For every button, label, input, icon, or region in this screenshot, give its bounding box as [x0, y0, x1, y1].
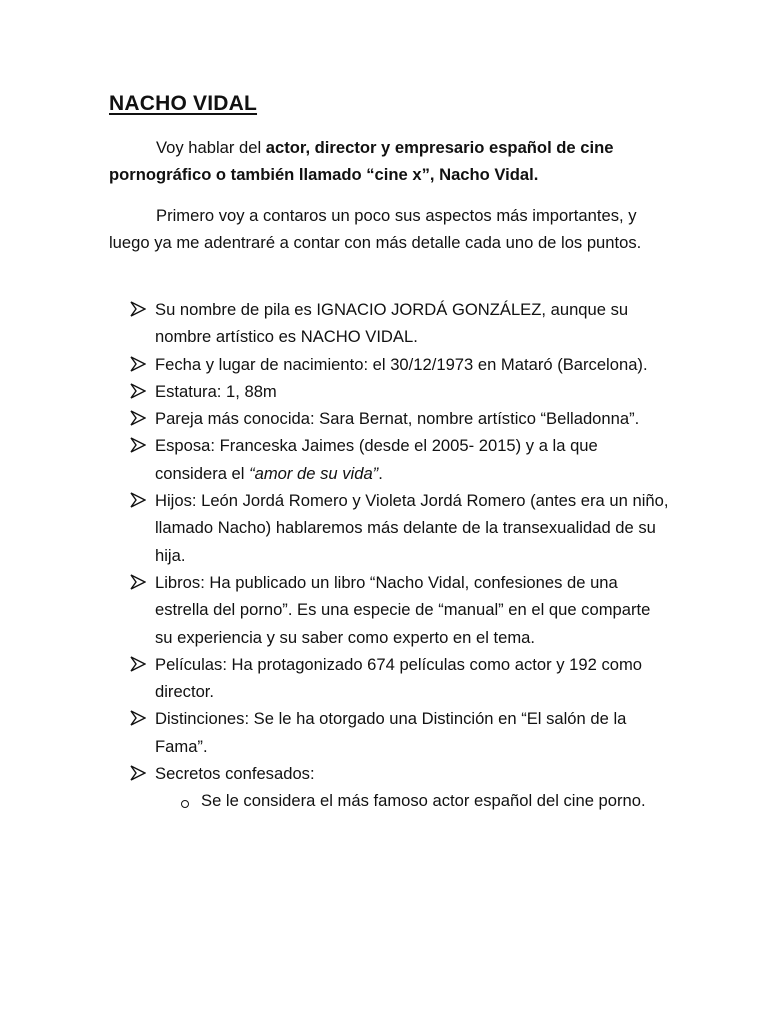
arrowhead-bullet-icon [130, 301, 146, 317]
list-item-text-end: . [378, 463, 383, 483]
sub-bullet-list [155, 787, 670, 814]
document-title: NACHO VIDAL [109, 92, 258, 115]
second-paragraph: Primero voy a contaros un poco sus aspectos más importantes, y luego ya me adentraré a contar con más detalle cada uno de los puntos. [109, 206, 642, 252]
list-item [130, 705, 670, 760]
list-item-text: Secretos confesados: [155, 764, 315, 784]
arrowhead-bullet-icon [130, 765, 146, 781]
arrowhead-bullet-icon [130, 383, 146, 399]
list-item-text: Fecha y lugar de nacimiento: el 30/12/1973 en Mataró (Barcelona). [155, 354, 648, 374]
list-item [130, 651, 670, 706]
list-item-italic-text: “amor de su vida” [249, 463, 379, 483]
list-item [130, 760, 670, 815]
arrowhead-bullet-icon [130, 356, 146, 372]
arrowhead-bullet-icon [130, 710, 146, 726]
list-item [130, 378, 670, 405]
intro-paragraph [109, 134, 669, 188]
list-item-text: Su nombre de pila es IGNACIO JORDÁ GONZÁLEZ, aunque su nombre artístico es NACHO VIDAL. [155, 300, 629, 347]
list-item-text: Estatura: 1, 88m [155, 381, 277, 401]
list-item [130, 351, 670, 378]
intro-bold-text: actor, director y empresario español de cine pornográfico o también llamado “cine x”, Nacho Vidal. [109, 138, 614, 184]
hollow-circle-bullet-icon [181, 800, 189, 808]
list-item [130, 432, 670, 487]
list-item-text: Hijos: León Jordá Romero y Violeta Jordá Romero (antes era un niño, llamado Nacho) hablaremos más delante de la transexualidad de su hija. [155, 491, 669, 565]
list-item-text: Pareja más conocida: Sara Bernat, nombre artístico “Belladonna”. [155, 409, 640, 429]
list-item [130, 487, 670, 569]
list-item-text: Películas: Ha protagonizado 674 películas como actor y 192 como director. [155, 654, 643, 702]
list-item [130, 569, 670, 651]
list-item-text: Distinciones: Se le ha otorgado una Distinción en “El salón de la Fama”. [155, 709, 627, 756]
list-item-text: Libros: Ha publicado un libro “Nacho Vidal, confesiones de una estrella del porno”. Es una especie de “manual” en el que comparte su experiencia y su saber como experto en el tema. [155, 572, 651, 647]
arrowhead-bullet-icon [130, 492, 146, 508]
arrowhead-bullet-icon [130, 410, 146, 426]
intro-prefix: Voy hablar del [156, 138, 266, 157]
list-item [130, 405, 670, 432]
sub-list-item [155, 787, 670, 814]
arrowhead-bullet-icon [130, 656, 146, 672]
bullet-list [130, 296, 670, 815]
arrowhead-bullet-icon [130, 437, 146, 453]
sub-list-item-text: Se le considera el más famoso actor español del cine porno. [201, 791, 646, 811]
list-item [130, 296, 670, 351]
list-item-text: Esposa: Franceska Jaimes (desde el 2005- 2015) y a la que considera el [155, 436, 598, 483]
arrowhead-bullet-icon [130, 574, 146, 590]
